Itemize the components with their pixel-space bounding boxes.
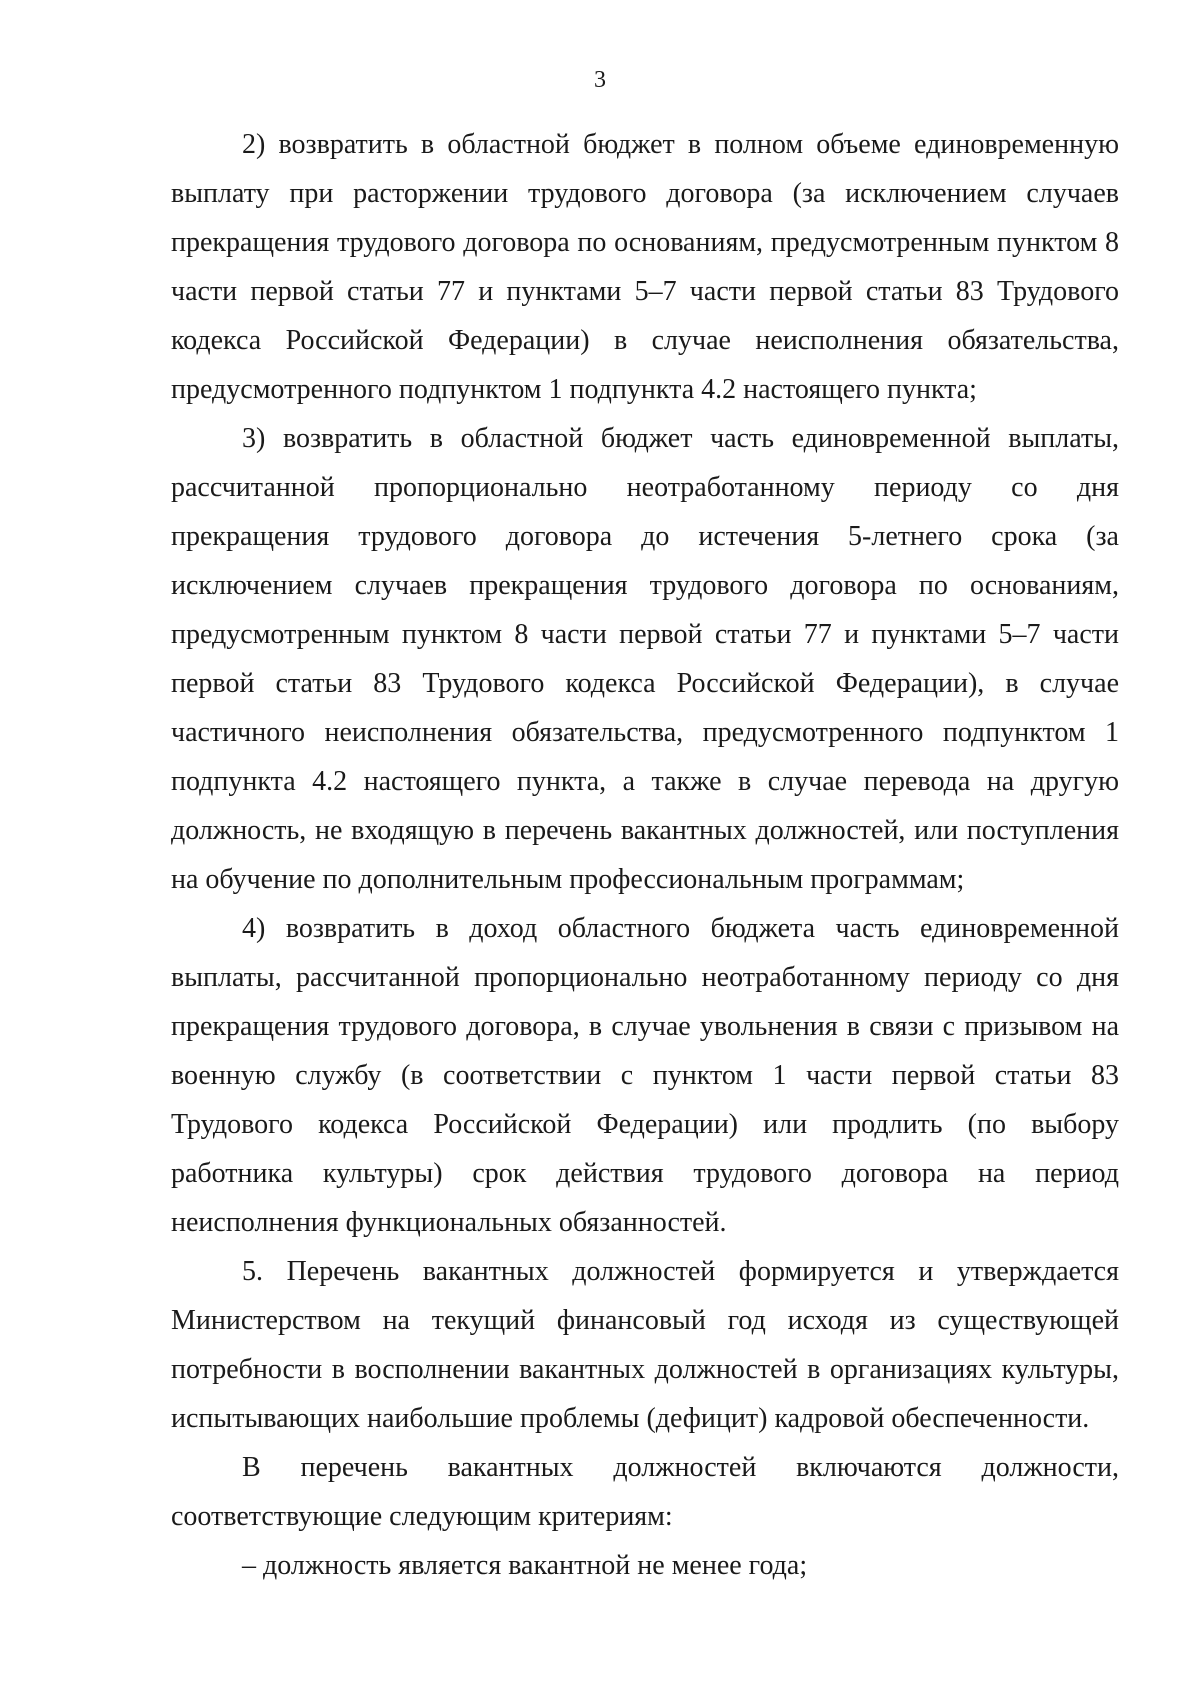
document-body: [171, 120, 1119, 1590]
page-number: 3: [594, 67, 606, 93]
paragraph-criteria-intro: В перечень вакантных должностей включаются должности, соответствующие следующим критериям:: [171, 1452, 1119, 1532]
paragraph-criterion-1: – должность является вакантной не менее года;: [242, 1550, 808, 1581]
paragraph-section-5: 5. Перечень вакантных должностей формируется и утверждается Министерством на текущий финансовый год исходя из существующей потребности в восполнении вакантных должностей в организациях культуры, испытывающих наибольшие проблемы (дефицит) кадровой обеспеченности.: [171, 1256, 1119, 1434]
paragraph-item-3: 3) возвратить в областной бюджет часть единовременной выплаты, рассчитанной пропорционально неотработанному периоду со дня прекращения трудового договора до истечения 5-летнего срока (за исключением случаев прекращения трудового договора по основаниям, предусмотренным пунктом 8 части первой статьи 77 и пунктами 5–7 части первой статьи 83 Трудового кодекса Российской Федерации), в случае частичного неисполнения обязательства, предусмотренного подпунктом 1 подпункта 4.2 настоящего пункта, а также в случае перевода на другую должность, не входящую в перечень вакантных должностей, или поступления на обучение по дополнительным профессиональным программам;: [171, 423, 1119, 895]
paragraph-item-2: 2) возвратить в областной бюджет в полном объеме единовременную выплату при расторжении трудового договора (за исключением случаев прекращения трудового договора по основаниям, предусмотренным пунктом 8 части первой статьи 77 и пунктами 5–7 части первой статьи 83 Трудового кодекса Российской Федерации) в случае неисполнения обязательства, предусмотренного подпунктом 1 подпункта 4.2 настоящего пункта;: [171, 129, 1119, 405]
paragraph-item-4: 4) возвратить в доход областного бюджета часть единовременной выплаты, рассчитанной пропорционально неотработанному периоду со дня прекращения трудового договора, в случае увольнения в связи с призывом на военную службу (в соответствии с пунктом 1 части первой статьи 83 Трудового кодекса Российской Федерации) или продлить (по выбору работника культуры) срок действия трудового договора на период неисполнения функциональных обязанностей.: [171, 913, 1119, 1238]
